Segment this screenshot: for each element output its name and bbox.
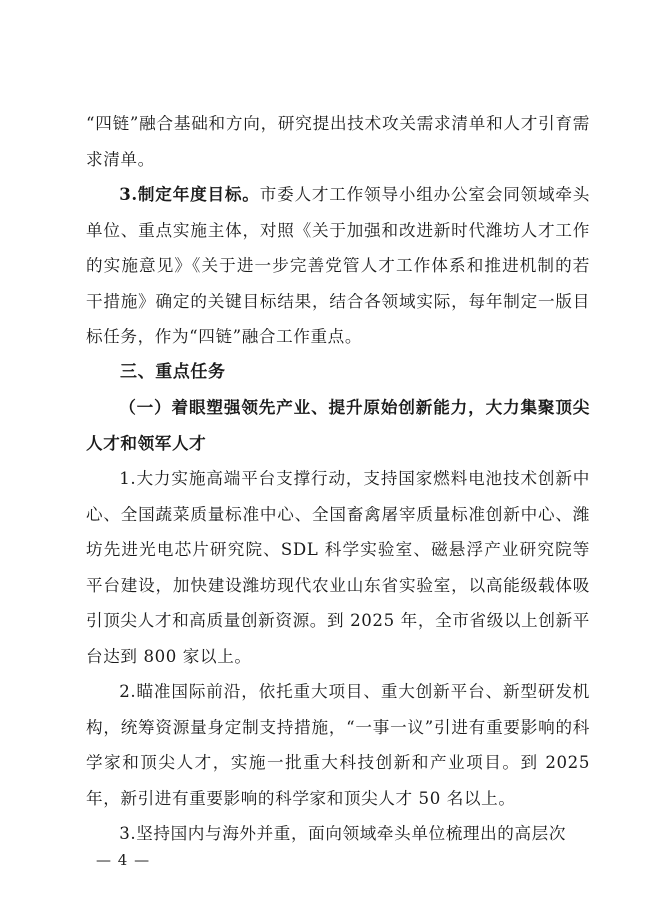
list-item: 2.瞄准国际前沿，依托重大项目、重大创新平台、新型研发机构，统筹资源量身定制支持措施，“一事一议”引进有重要影响的科学家和顶尖人才，实施一批重大科技创新和产业项目。到 2025 年，新引进有重要影响的科学家和顶尖人才 50 名以上。 [86, 682, 590, 808]
subsection-heading: （一）着眼塑强领先产业、提升原始创新能力，大力集聚顶尖人才和领军人才 [86, 397, 590, 453]
paragraph-continuation: “四链”融合基础和方向，研究提出技术攻关需求清单和人才引育需求清单。 [86, 114, 590, 169]
section-heading: 三、重点任务 [120, 361, 226, 382]
document-body [86, 106, 590, 852]
list-item: 3.坚持国内与海外并重，面向领域牵头单位梳理出的高层次 [119, 824, 567, 843]
list-item: 1.大力实施高端平台支撑行动，支持国家燃料电池技术创新中心、全国蔬菜质量标准中心、全国畜禽屠宰质量标准创新中心、潍坊先进光电芯片研究院、SDL 科学实验室、磁悬浮产业研究院等平台建设，加快建设潍坊现代农业山东省实验室，以高能级载体吸引顶尖人才和高质量创新资源。到 2025 年，全市省级以上创新平台达到 800 家以上。 [86, 469, 590, 666]
paragraph-lead: 3.制定年度目标。 [119, 184, 260, 204]
page-number: — 4 — [96, 851, 151, 869]
paragraph-text: 市委人才工作领导小组办公室会同领域牵头单位、重点实施主体，对照《关于加强和改进新时代潍坊人才工作的实施意见》《关于进一步完善党管人才工作体系和推进机制的若干措施》确定的关键目标结果，结合各领域实际，每年制定一版目标任务，作为“四链”融合工作重点。 [86, 185, 590, 346]
paragraph-annual-goals [86, 177, 590, 355]
